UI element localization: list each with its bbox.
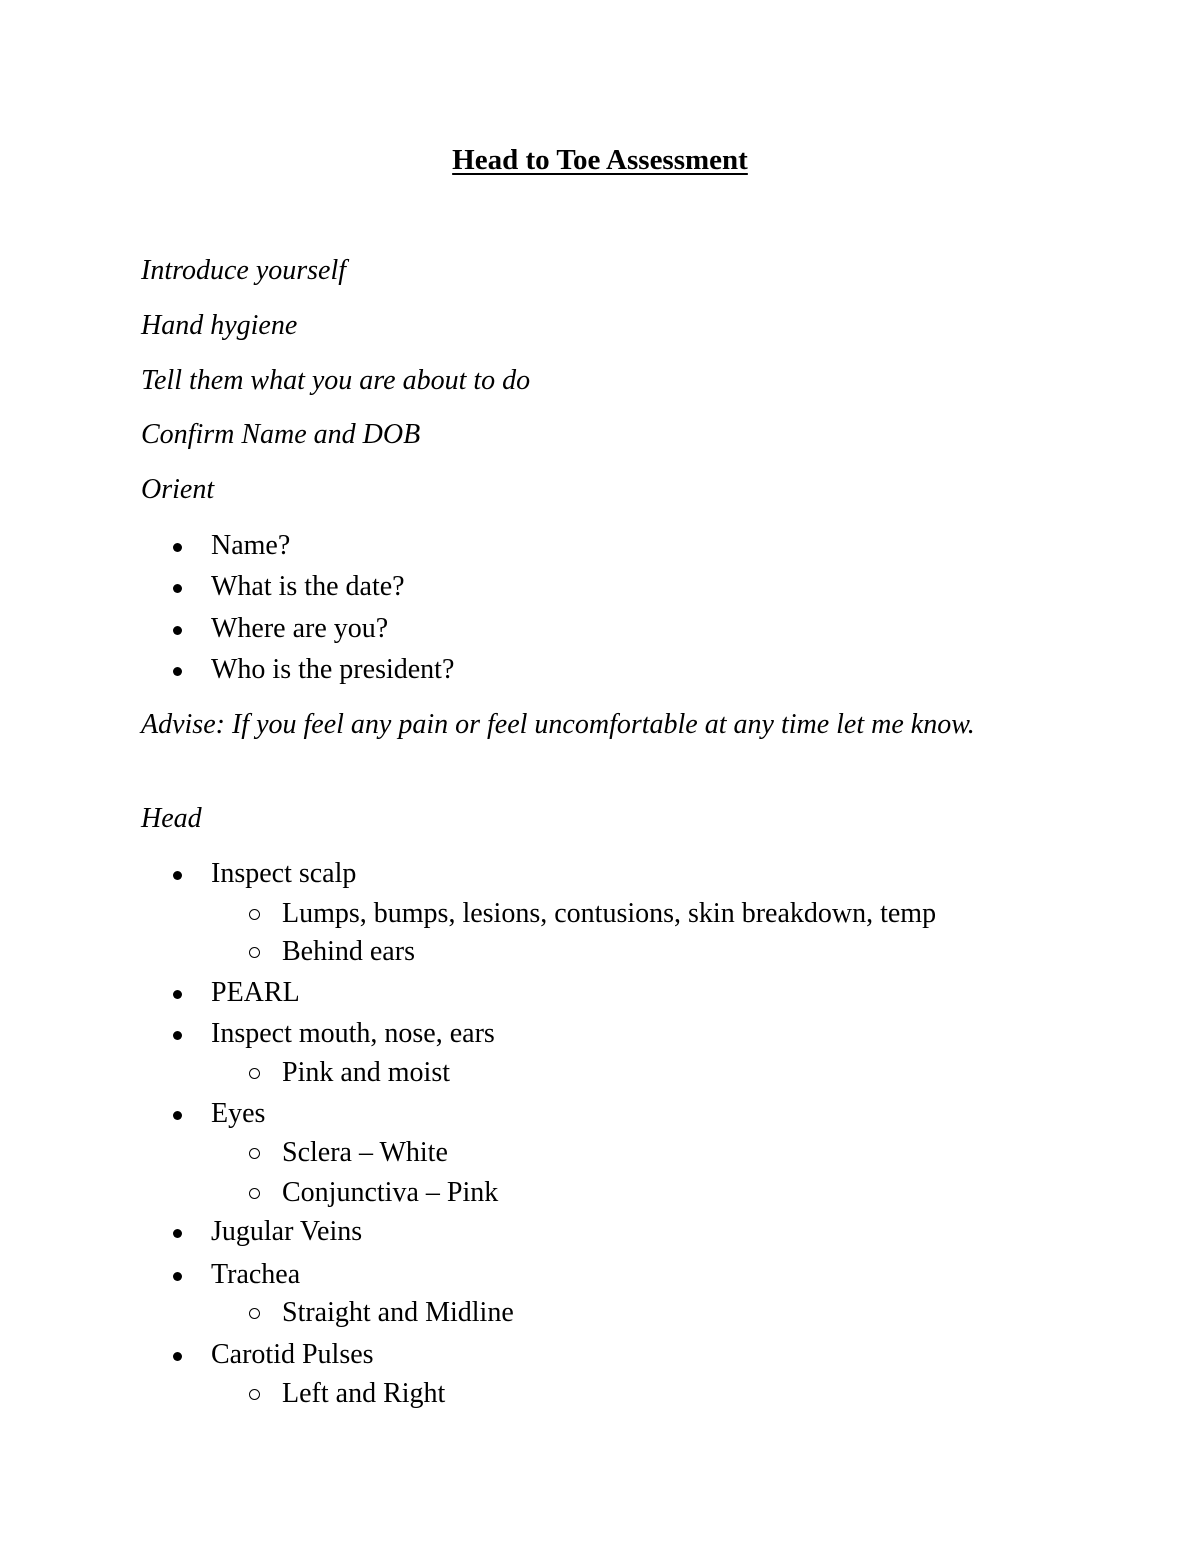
head-item (211, 856, 356, 892)
hollow-bullet-icon (249, 1308, 260, 1319)
head-item-label: Carotid Pulses (211, 1339, 374, 1370)
hollow-bullet-icon (249, 1389, 260, 1400)
head-item-label: Jugular Veins (211, 1216, 363, 1247)
head-item (211, 1016, 495, 1052)
orient-item-label: Where are you? (211, 613, 389, 644)
head-subitem (282, 1175, 498, 1211)
head-item-label: Eyes (211, 1098, 266, 1129)
hollow-bullet-icon (249, 947, 260, 958)
head-subitem-label: Straight and Midline (282, 1297, 514, 1328)
bullet-icon (173, 543, 182, 552)
head-subitem (282, 1295, 514, 1331)
head-item (211, 1214, 362, 1250)
bullet-icon (173, 626, 182, 635)
head-subitem (282, 934, 415, 970)
step-hand-hygiene: Hand hygiene (141, 310, 298, 341)
page-title: Head to Toe Assessment (452, 144, 748, 176)
head-item (211, 1337, 374, 1373)
step-orient: Orient (141, 474, 215, 505)
step-confirm: Confirm Name and DOB (141, 419, 421, 450)
orient-item-label: Who is the president? (211, 654, 455, 685)
head-subitem-label: Lumps, bumps, lesions, contusions, skin breakdown, temp (282, 898, 937, 929)
head-item-label: Inspect mouth, nose, ears (211, 1018, 495, 1049)
orient-item-label: What is the date? (211, 571, 405, 602)
bullet-icon (173, 584, 182, 593)
bullet-icon (173, 990, 182, 999)
orient-item (211, 569, 405, 605)
bullet-icon (173, 1229, 182, 1238)
head-item-label: Inspect scalp (211, 858, 357, 889)
orient-item (211, 652, 454, 688)
bullet-icon (173, 667, 182, 676)
head-item (211, 975, 300, 1011)
hollow-bullet-icon (249, 1188, 260, 1199)
head-subitem (282, 1055, 450, 1091)
orient-item-label: Name? (211, 530, 291, 561)
bullet-icon (173, 1031, 182, 1040)
step-introduce: Introduce yourself (141, 255, 347, 286)
bullet-icon (173, 1352, 182, 1361)
head-item-label: PEARL (211, 977, 300, 1008)
bullet-icon (173, 1272, 182, 1281)
hollow-bullet-icon (249, 909, 260, 920)
step-tell: Tell them what you are about to do (141, 365, 531, 396)
head-subitem-label: Sclera – White (282, 1137, 448, 1168)
bullet-icon (173, 1111, 182, 1120)
head-item (211, 1096, 265, 1132)
advise-note: Advise: If you feel any pain or feel uncomfortable at any time let me know. (141, 709, 975, 740)
head-subitem-label: Pink and moist (282, 1057, 451, 1088)
hollow-bullet-icon (249, 1148, 260, 1159)
bullet-icon (173, 871, 182, 880)
head-subitem (282, 1376, 445, 1412)
orient-item (211, 528, 290, 564)
head-subitem (282, 1135, 448, 1171)
head-item (211, 1257, 300, 1293)
head-subitem-label: Left and Right (282, 1378, 446, 1409)
hollow-bullet-icon (249, 1068, 260, 1079)
head-subitem (282, 896, 936, 932)
orient-item (211, 611, 388, 647)
head-subitem-label: Behind ears (282, 936, 415, 967)
section-heading-head: Head (141, 803, 202, 834)
head-item-label: Trachea (211, 1259, 301, 1290)
head-subitem-label: Conjunctiva – Pink (282, 1177, 499, 1208)
